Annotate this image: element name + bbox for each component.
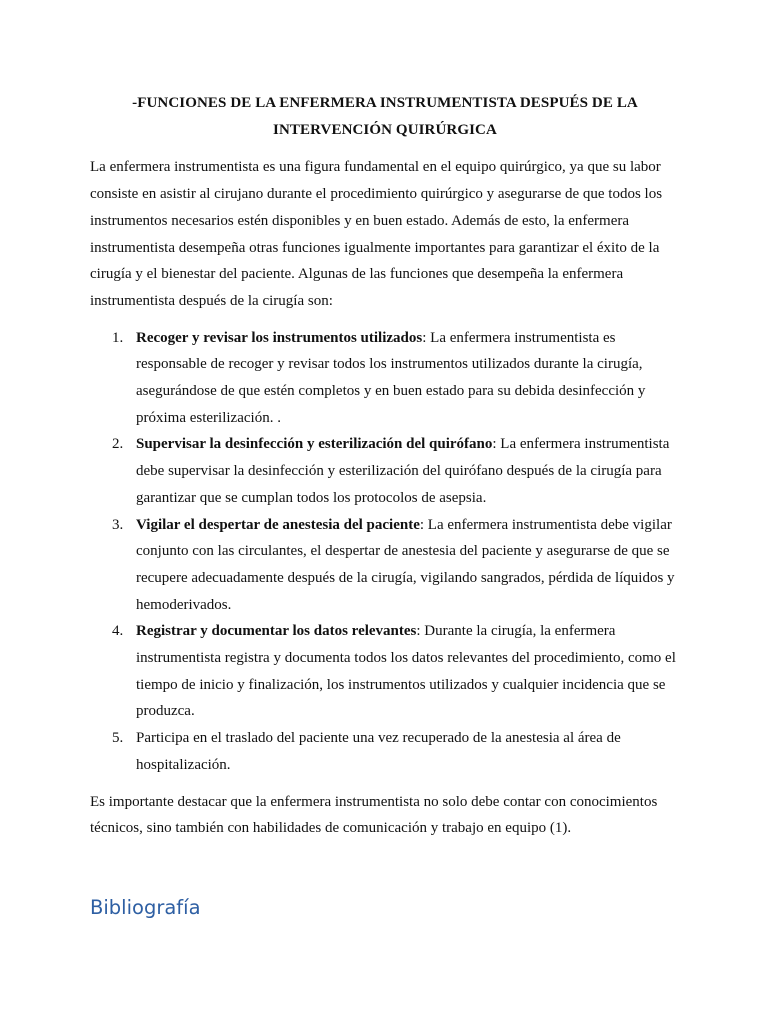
list-item-text: : La enfermera instrumentista debe supervisar la desinfección y esterilización del quirófano después de la cirugía para garantizar que se cumplan todos los protocolos de asepsia.: [136, 436, 670, 506]
list-item-number: 4.: [112, 623, 124, 640]
title-line-1: -FUNCIONES DE LA ENFERMERA INSTRUMENTISTA DESPUÉS DE LA: [132, 95, 638, 111]
list-item: [90, 725, 680, 778]
list-item-number: 5.: [112, 730, 124, 747]
list-item-heading: Supervisar la desinfección y esterilización del quirófano: [136, 436, 493, 453]
conclusion-paragraph: Es importante destacar que la enfermera instrumentista no solo debe contar con conocimientos técnicos, sino también con habilidades de comunicación y trabajo en equipo (1).: [90, 793, 658, 837]
list-item-number: 1.: [112, 329, 124, 346]
list-item-heading: Registrar y documentar los datos relevantes: [136, 623, 417, 640]
functions-list: [90, 325, 680, 779]
list-item-heading: Vigilar el despertar de anestesia del paciente: [136, 516, 420, 533]
list-item-text: : La enfermera instrumentista es responsable de recoger y revisar todos los instrumentos utilizados durante la cirugía, asegurándose de que estén completos y en buen estado para su debida desinfección y próxima esterilización. .: [136, 329, 646, 426]
list-item: [90, 618, 680, 725]
document-title: [90, 90, 680, 143]
list-item: [90, 325, 680, 432]
list-item: [90, 512, 680, 619]
list-item-text: Participa en el traslado del paciente una vez recuperado de la anestesia al área de hospitalización.: [136, 730, 621, 773]
list-item-number: 3.: [112, 516, 124, 533]
list-item-text: : Durante la cirugía, la enfermera instrumentista registra y documenta todos los datos relevantes del procedimiento, como el tiempo de inicio y finalización, los instrumentos utilizados y cualquier incidencia que se produzca.: [136, 623, 676, 720]
title-line-2: INTERVENCIÓN QUIRÚRGICA: [273, 121, 497, 138]
list-item-text: : La enfermera instrumentista debe vigilar conjunto con las circulantes, el despertar de anestesia del paciente y asegurarse de que se recupere adecuadamente después de la cirugía, vigilando sangrados, pérdida de líquidos y hemoderivados.: [136, 516, 675, 613]
list-item-number: 2.: [112, 436, 124, 453]
document-body: [90, 90, 680, 852]
bibliography-heading: Bibliografía: [90, 896, 201, 919]
list-item-heading: Recoger y revisar los instrumentos utilizados: [136, 329, 423, 346]
intro-paragraph: La enfermera instrumentista es una figura fundamental en el equipo quirúrgico, ya que su labor consiste en asistir al cirujano durante el procedimiento quirúrgico y asegurarse de que todos los instrumentos necesarios estén disponibles y en buen estado. Además de esto, la enfermera instrumentista desempeña otras funciones igualmente importantes para garantizar el éxito de la cirugía y el bienestar del paciente. Algunas de las funciones que desempeña la enfermera instrumentista después de la cirugía son:: [90, 159, 663, 309]
list-item: [90, 431, 680, 511]
